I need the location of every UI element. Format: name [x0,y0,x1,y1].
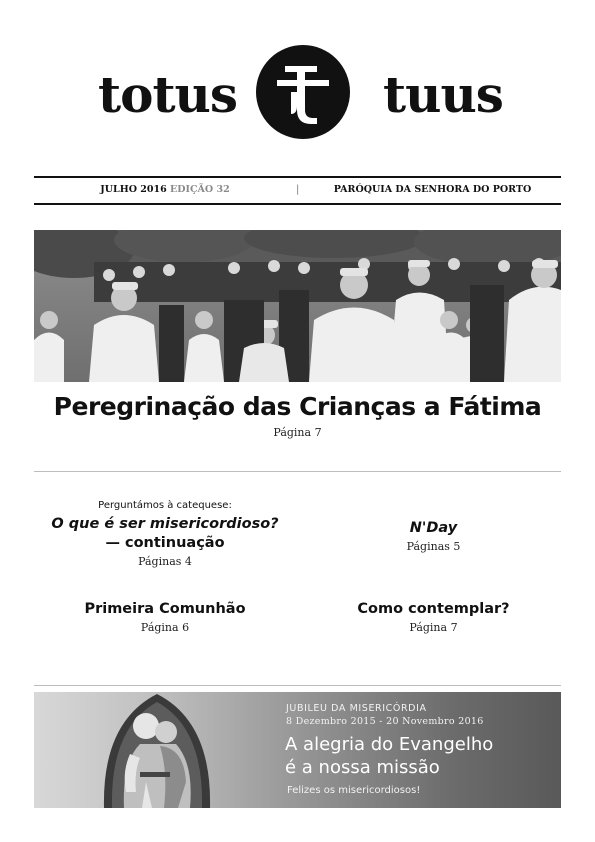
banner-slogan-line2: é a nossa missão [285,757,440,778]
lead-headline: Peregrinação das Crianças a Fátima [53,392,542,421]
article-teaser-misericordioso[interactable] [34,500,296,568]
issue-date: JULHO 2016 [100,184,167,195]
article-teaser-primeira-comunhao[interactable] [34,600,296,634]
jubilee-banner [34,692,561,808]
jubilee-of-mercy-logo-icon [82,692,232,808]
lead-page-ref: Página 7 [273,426,322,439]
issue-edition: EDIÇÃO 32 [170,184,230,195]
pilgrimage-crowd-photo [34,230,561,382]
photo-illustration [34,230,561,382]
article-teaser-como-contemplar[interactable] [300,600,567,634]
tt-monogram-logo-icon [255,44,351,140]
banner-subtitle: Felizes os misericordiosos! [287,785,421,796]
teaser-kicker: Perguntámos à catequese: [98,500,232,511]
article-teaser-nday[interactable] [300,519,567,553]
teaser-title: O que é ser misericordioso? [51,516,279,532]
info-separator: | [296,184,300,195]
teaser-page-ref: Página 7 [409,621,458,634]
issue-info-bar [34,176,561,205]
divider-top [34,471,561,472]
banner-slogan-line1: A alegria do Evangelho [285,734,494,755]
masthead [0,40,595,150]
banner-dates: 8 Dezembro 2015 - 20 Novembro 2016 [286,716,484,727]
masthead-word-right: tuus [383,65,503,124]
banner-title: JUBILEU DA MISERICÓRDIA [286,703,427,714]
parish-name: PARÓQUIA DA SENHORA DO PORTO [333,184,532,195]
teaser-page-ref: Páginas 5 [406,540,461,553]
teaser-title: N'Day [409,520,458,536]
teaser-page-ref: Página 6 [140,621,190,634]
issue-date-edition [34,184,296,195]
divider-bottom [34,685,561,686]
masthead-word-left: totus [98,65,238,124]
teaser-page-ref: Páginas 4 [138,555,192,568]
teaser-title: Primeira Comunhão [84,601,246,617]
teaser-title: Como contemplar? [357,601,510,617]
teaser-title-continuation: — continuação [105,535,225,551]
